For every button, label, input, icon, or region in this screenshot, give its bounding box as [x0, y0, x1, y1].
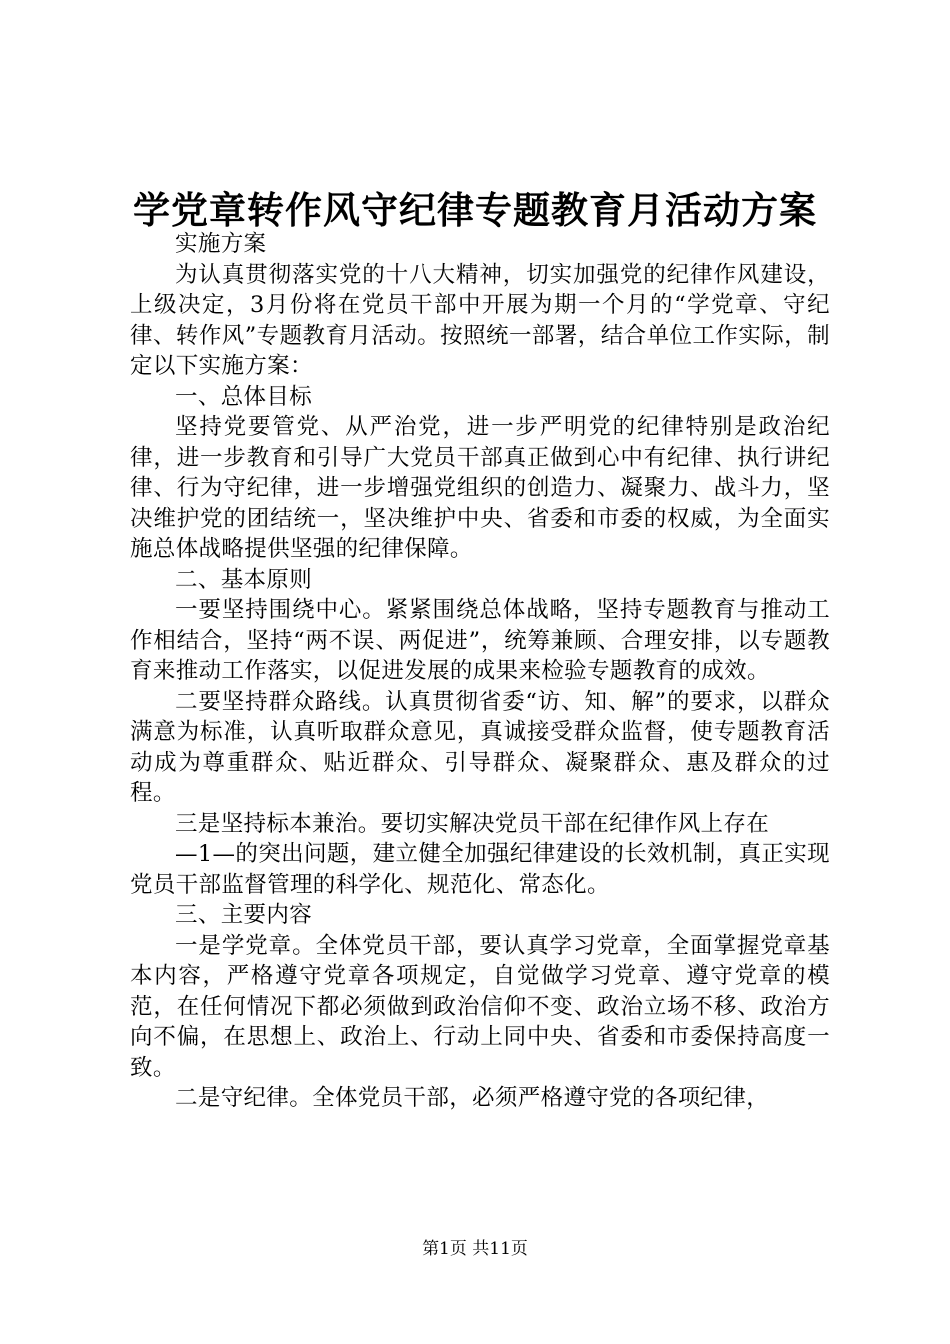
paragraph-content-1: 一是学党章。全体党员干部，要认真学习党章，全面掌握党章基本内容，严格遵守党章各项规定，自觉做学习党章、遵守党章的模范，在任何情况下都必须做到政治信仰不变、政治立场不移、政治方向不偏，在思想上、政治上、行动上同中央、省委和市委保持高度一致。: [130, 932, 830, 1081]
paragraph-content-2: 二是守纪律。全体党员干部，必须严格遵守党的各项纪律，: [175, 1085, 770, 1111]
document-body: [130, 229, 830, 1114]
paragraph-principle-3-cont: —1—的突出问题，建立健全加强纪律建设的长效机制，真正实现党员干部监督管理的科学化、规范化、常态化。: [130, 841, 830, 898]
document-title: 学党章转作风守纪律专题教育月活动方案: [133, 188, 817, 232]
heading-main-content: 三、主要内容: [175, 902, 313, 928]
paragraph-implementation-plan: 实施方案: [175, 231, 267, 257]
paragraph-principle-2: 二要坚持群众路线。认真贯彻省委“访、知、解”的要求，以群众满意为标准，认真听取群众意见，真诚接受群众监督，使专题教育活动成为尊重群众、贴近群众、引导群众、凝聚群众、惠及群众的过程。: [130, 688, 830, 806]
paragraph-principle-3: 三是坚持标本兼治。要切实解决党员干部在纪律作风上存在: [175, 810, 770, 837]
heading-overall-goal: 一、总体目标: [175, 383, 313, 410]
paragraph-principle-1: 一要坚持围绕中心。紧紧围绕总体战略，坚持专题教育与推动工作相结合，坚持“两不误、两促进”，统筹兼顾、合理安排，以专题教育来推动工作落实，以促进发展的成果来检验专题教育的成效。: [130, 597, 830, 684]
paragraph-overall-goal: 坚持党要管党、从严治党，进一步严明党的纪律特别是政治纪律，进一步教育和引导广大党员干部真正做到心中有纪律、执行讲纪律、行为守纪律，进一步增强党组织的创造力、凝聚力、战斗力，坚决维护党的团结统一，坚决维护中央、省委和市委的权威，为全面实施总体战略提供坚强的纪律保障。: [130, 414, 830, 562]
page-number-footer: 第1页 共11页: [422, 1239, 528, 1259]
heading-basic-principles: 二、基本原则: [175, 566, 313, 593]
paragraph-intro: 为认真贯彻落实党的十八大精神，切实加强党的纪律作风建设，上级决定，3月份将在党员干部中开展为期一个月的“学党章、守纪律、转作风”专题教育月活动。按照统一部署，结合单位工作实际，制定以下实施方案：: [130, 261, 830, 379]
